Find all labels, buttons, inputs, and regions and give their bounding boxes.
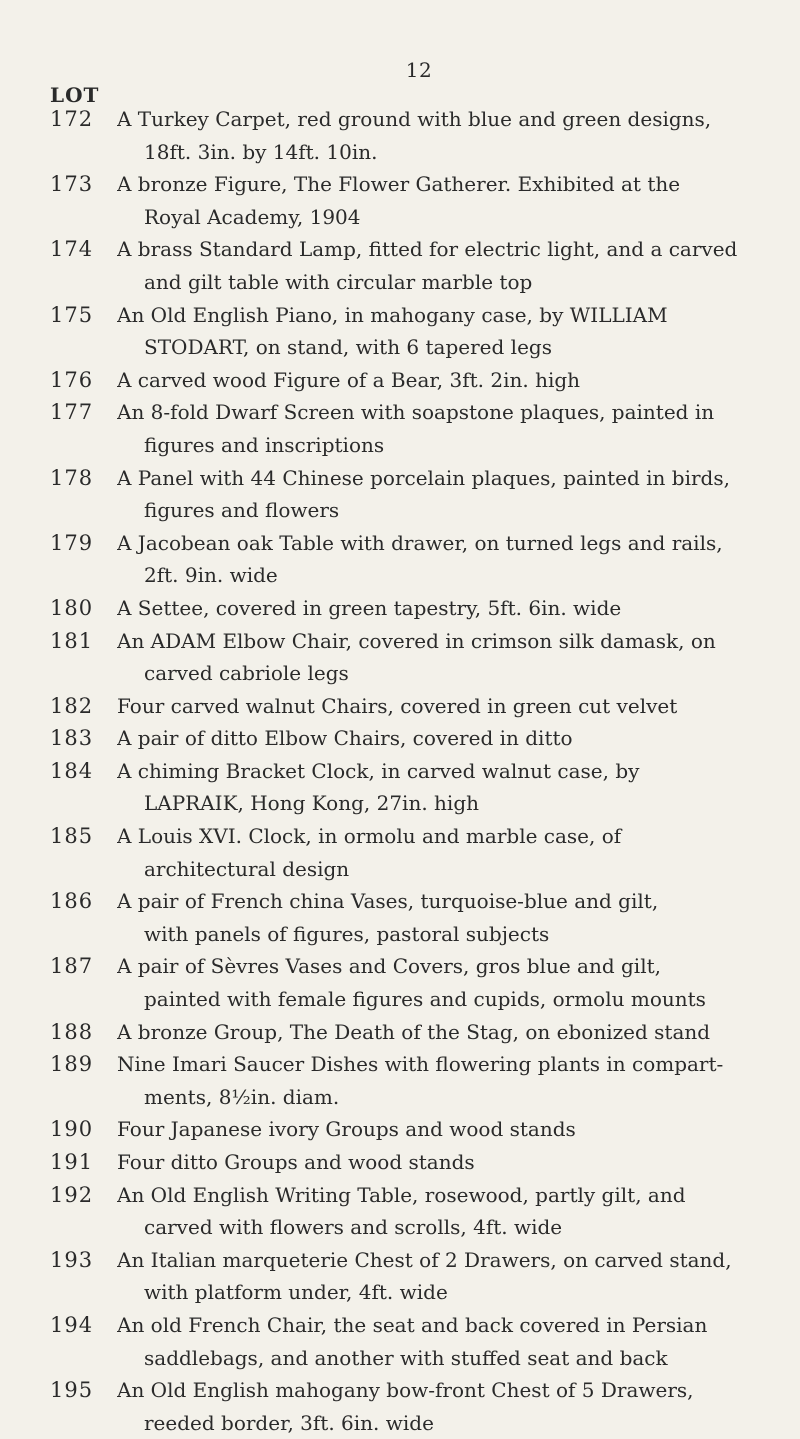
lot-entry xyxy=(0,625,800,690)
lot-entry xyxy=(0,1374,800,1439)
lot-description-line: A Panel with 44 Chinese porcelain plaques, painted in birds, xyxy=(117,465,730,490)
lot-description xyxy=(117,364,778,397)
lot-number: 177 xyxy=(50,400,94,425)
lot-entry xyxy=(0,396,800,461)
lot-description xyxy=(117,1048,778,1113)
lot-description-line: Four ditto Groups and wood stands xyxy=(117,1150,475,1174)
lot-description xyxy=(117,950,778,1015)
lot-description xyxy=(117,1374,778,1439)
lot-description-line: ments, 8½in. diam. xyxy=(144,1084,340,1109)
lot-description-line: Four carved walnut Chairs, covered in green cut velvet xyxy=(117,693,678,718)
lot-entry xyxy=(0,527,800,592)
lot-description-line: A chiming Bracket Clock, in carved walnut case, by xyxy=(117,758,640,783)
lot-entry xyxy=(0,722,800,755)
lot-number: 180 xyxy=(50,595,94,620)
lot-entry xyxy=(0,885,800,950)
lot-number: 184 xyxy=(50,758,94,783)
lot-description-line: A pair of French china Vases, turquoise-blue and gilt, xyxy=(117,889,659,914)
lot-entry xyxy=(0,755,800,820)
lot-number: 173 xyxy=(50,172,94,197)
lot-number: 178 xyxy=(50,465,94,490)
lot-description-line: An Old English Piano, in mahogany case, by WILLIAM xyxy=(117,302,668,327)
lot-description-line: A Jacobean oak Table with drawer, on turned legs and rails, xyxy=(117,530,723,555)
lot-description-line: figures and inscriptions xyxy=(144,432,385,457)
lot-description xyxy=(117,396,778,461)
lot-description-line: figures and flowers xyxy=(144,498,340,523)
lot-number: 189 xyxy=(50,1052,94,1077)
lot-entry xyxy=(0,1113,800,1146)
lot-description xyxy=(117,690,778,723)
page-number: 12 xyxy=(405,58,433,82)
lot-entry xyxy=(0,1146,800,1179)
lot-number: 174 xyxy=(50,237,94,262)
lot-number: 188 xyxy=(50,1019,94,1044)
lot-description-line: An 8-fold Dwarf Screen with soapstone plaques, painted in xyxy=(117,400,715,425)
lot-description-line: An ADAM Elbow Chair, covered in crimson silk damask, on xyxy=(117,628,716,653)
lot-description xyxy=(117,1179,778,1244)
lot-number: 182 xyxy=(50,693,94,718)
lot-description xyxy=(117,755,778,820)
lot-description xyxy=(117,1309,778,1374)
lot-description-line: An Old English mahogany bow-front Chest of 5 Drawers, xyxy=(117,1378,694,1403)
lot-description-line: with panels of figures, pastoral subjects xyxy=(144,921,550,946)
lot-number: 195 xyxy=(50,1378,94,1403)
lot-number: 175 xyxy=(50,302,94,327)
lot-description-line: architectural design xyxy=(144,856,350,881)
lot-description xyxy=(117,820,778,885)
lot-description xyxy=(117,885,778,950)
lot-description-line: reeded border, 3ft. 6in. wide xyxy=(144,1410,434,1435)
lot-description-line: A pair of Sèvres Vases and Covers, gros blue and gilt, xyxy=(117,954,661,979)
lot-description-line: A brass Standard Lamp, fitted for electric light, and a carved xyxy=(117,237,738,262)
lot-number: 172 xyxy=(50,107,94,131)
lot-description-line: A bronze Figure, The Flower Gatherer. Exhibited at the xyxy=(117,172,681,197)
lot-entry xyxy=(0,103,800,168)
lot-description-line: carved with flowers and scrolls, 4ft. wide xyxy=(144,1215,563,1240)
lot-number: 176 xyxy=(50,367,94,392)
lot-number: 194 xyxy=(50,1312,94,1337)
lot-description-line: 2ft. 9in. wide xyxy=(144,563,278,588)
lot-list xyxy=(0,103,800,1439)
lot-entry xyxy=(0,168,800,233)
lot-description-line: Nine Imari Saucer Dishes with flowering plants in compart- xyxy=(117,1052,724,1077)
lot-description xyxy=(117,1113,778,1146)
lot-description-line: A pair of ditto Elbow Chairs, covered in ditto xyxy=(117,726,573,751)
lot-description xyxy=(117,722,778,755)
lot-entry xyxy=(0,1016,800,1049)
lot-description-line: 18ft. 3in. by 14ft. 10in. xyxy=(144,139,378,164)
lot-entry xyxy=(0,690,800,723)
lot-number: 183 xyxy=(50,726,94,751)
lot-number: 186 xyxy=(50,889,94,914)
lot-description-line: with platform under, 4ft. wide xyxy=(144,1280,448,1305)
lot-entry xyxy=(0,1048,800,1113)
lot-description xyxy=(117,527,778,592)
lot-description xyxy=(117,299,778,364)
lot-description-line: An Italian marqueterie Chest of 2 Drawers, on carved stand, xyxy=(117,1247,732,1272)
lot-description-line: A carved wood Figure of a Bear, 3ft. 2in. high xyxy=(117,367,581,392)
lot-description xyxy=(117,103,778,168)
lot-description xyxy=(117,625,778,690)
lot-description xyxy=(117,233,778,298)
lot-number: 179 xyxy=(50,530,94,555)
lot-description-line: A bronze Group, The Death of the Stag, on ebonized stand xyxy=(117,1019,711,1044)
lot-column-header: LOT xyxy=(50,83,100,107)
lot-description xyxy=(117,462,778,527)
lot-description xyxy=(117,1016,778,1049)
lot-description-line: saddlebags, and another with stuffed seat and back xyxy=(144,1345,668,1370)
lot-description-line: An old French Chair, the seat and back covered in Persian xyxy=(117,1312,708,1337)
lot-number: 191 xyxy=(50,1150,94,1174)
lot-description-line: A Turkey Carpet, red ground with blue and green designs, xyxy=(117,107,712,131)
lot-entry xyxy=(0,299,800,364)
lot-description-line: Royal Academy, 1904 xyxy=(144,204,361,229)
lot-number: 181 xyxy=(50,628,94,653)
lot-description-line: STODART, on stand, with 6 tapered legs xyxy=(144,335,552,360)
lot-entry xyxy=(0,364,800,397)
lot-entry xyxy=(0,1309,800,1374)
lot-description-line: LAPRAIK, Hong Kong, 27in. high xyxy=(144,791,480,816)
lot-entry xyxy=(0,820,800,885)
lot-number: 192 xyxy=(50,1182,94,1207)
lot-entry xyxy=(0,950,800,1015)
lot-entry xyxy=(0,462,800,527)
lot-description xyxy=(117,1146,778,1179)
lot-entry xyxy=(0,1244,800,1309)
lot-number: 190 xyxy=(50,1117,94,1142)
lot-description-line: painted with female figures and cupids, ormolu mounts xyxy=(144,987,706,1012)
lot-description xyxy=(117,592,778,625)
lot-entry xyxy=(0,233,800,298)
lot-description xyxy=(117,168,778,233)
lot-description-line: A Settee, covered in green tapestry, 5ft. 6in. wide xyxy=(117,595,622,620)
lot-number: 187 xyxy=(50,954,94,979)
lot-number: 193 xyxy=(50,1247,94,1272)
lot-description-line: Four Japanese ivory Groups and wood stands xyxy=(117,1117,576,1142)
lot-description-line: and gilt table with circular marble top xyxy=(144,269,533,294)
lot-description xyxy=(117,1244,778,1309)
lot-entry xyxy=(0,592,800,625)
lot-description-line: A Louis XVI. Clock, in ormolu and marble case, of xyxy=(117,824,622,849)
lot-number: 185 xyxy=(50,824,94,849)
lot-entry xyxy=(0,1179,800,1244)
lot-description-line: carved cabriole legs xyxy=(144,661,349,686)
lot-description-line: An Old English Writing Table, rosewood, partly gilt, and xyxy=(117,1182,686,1207)
